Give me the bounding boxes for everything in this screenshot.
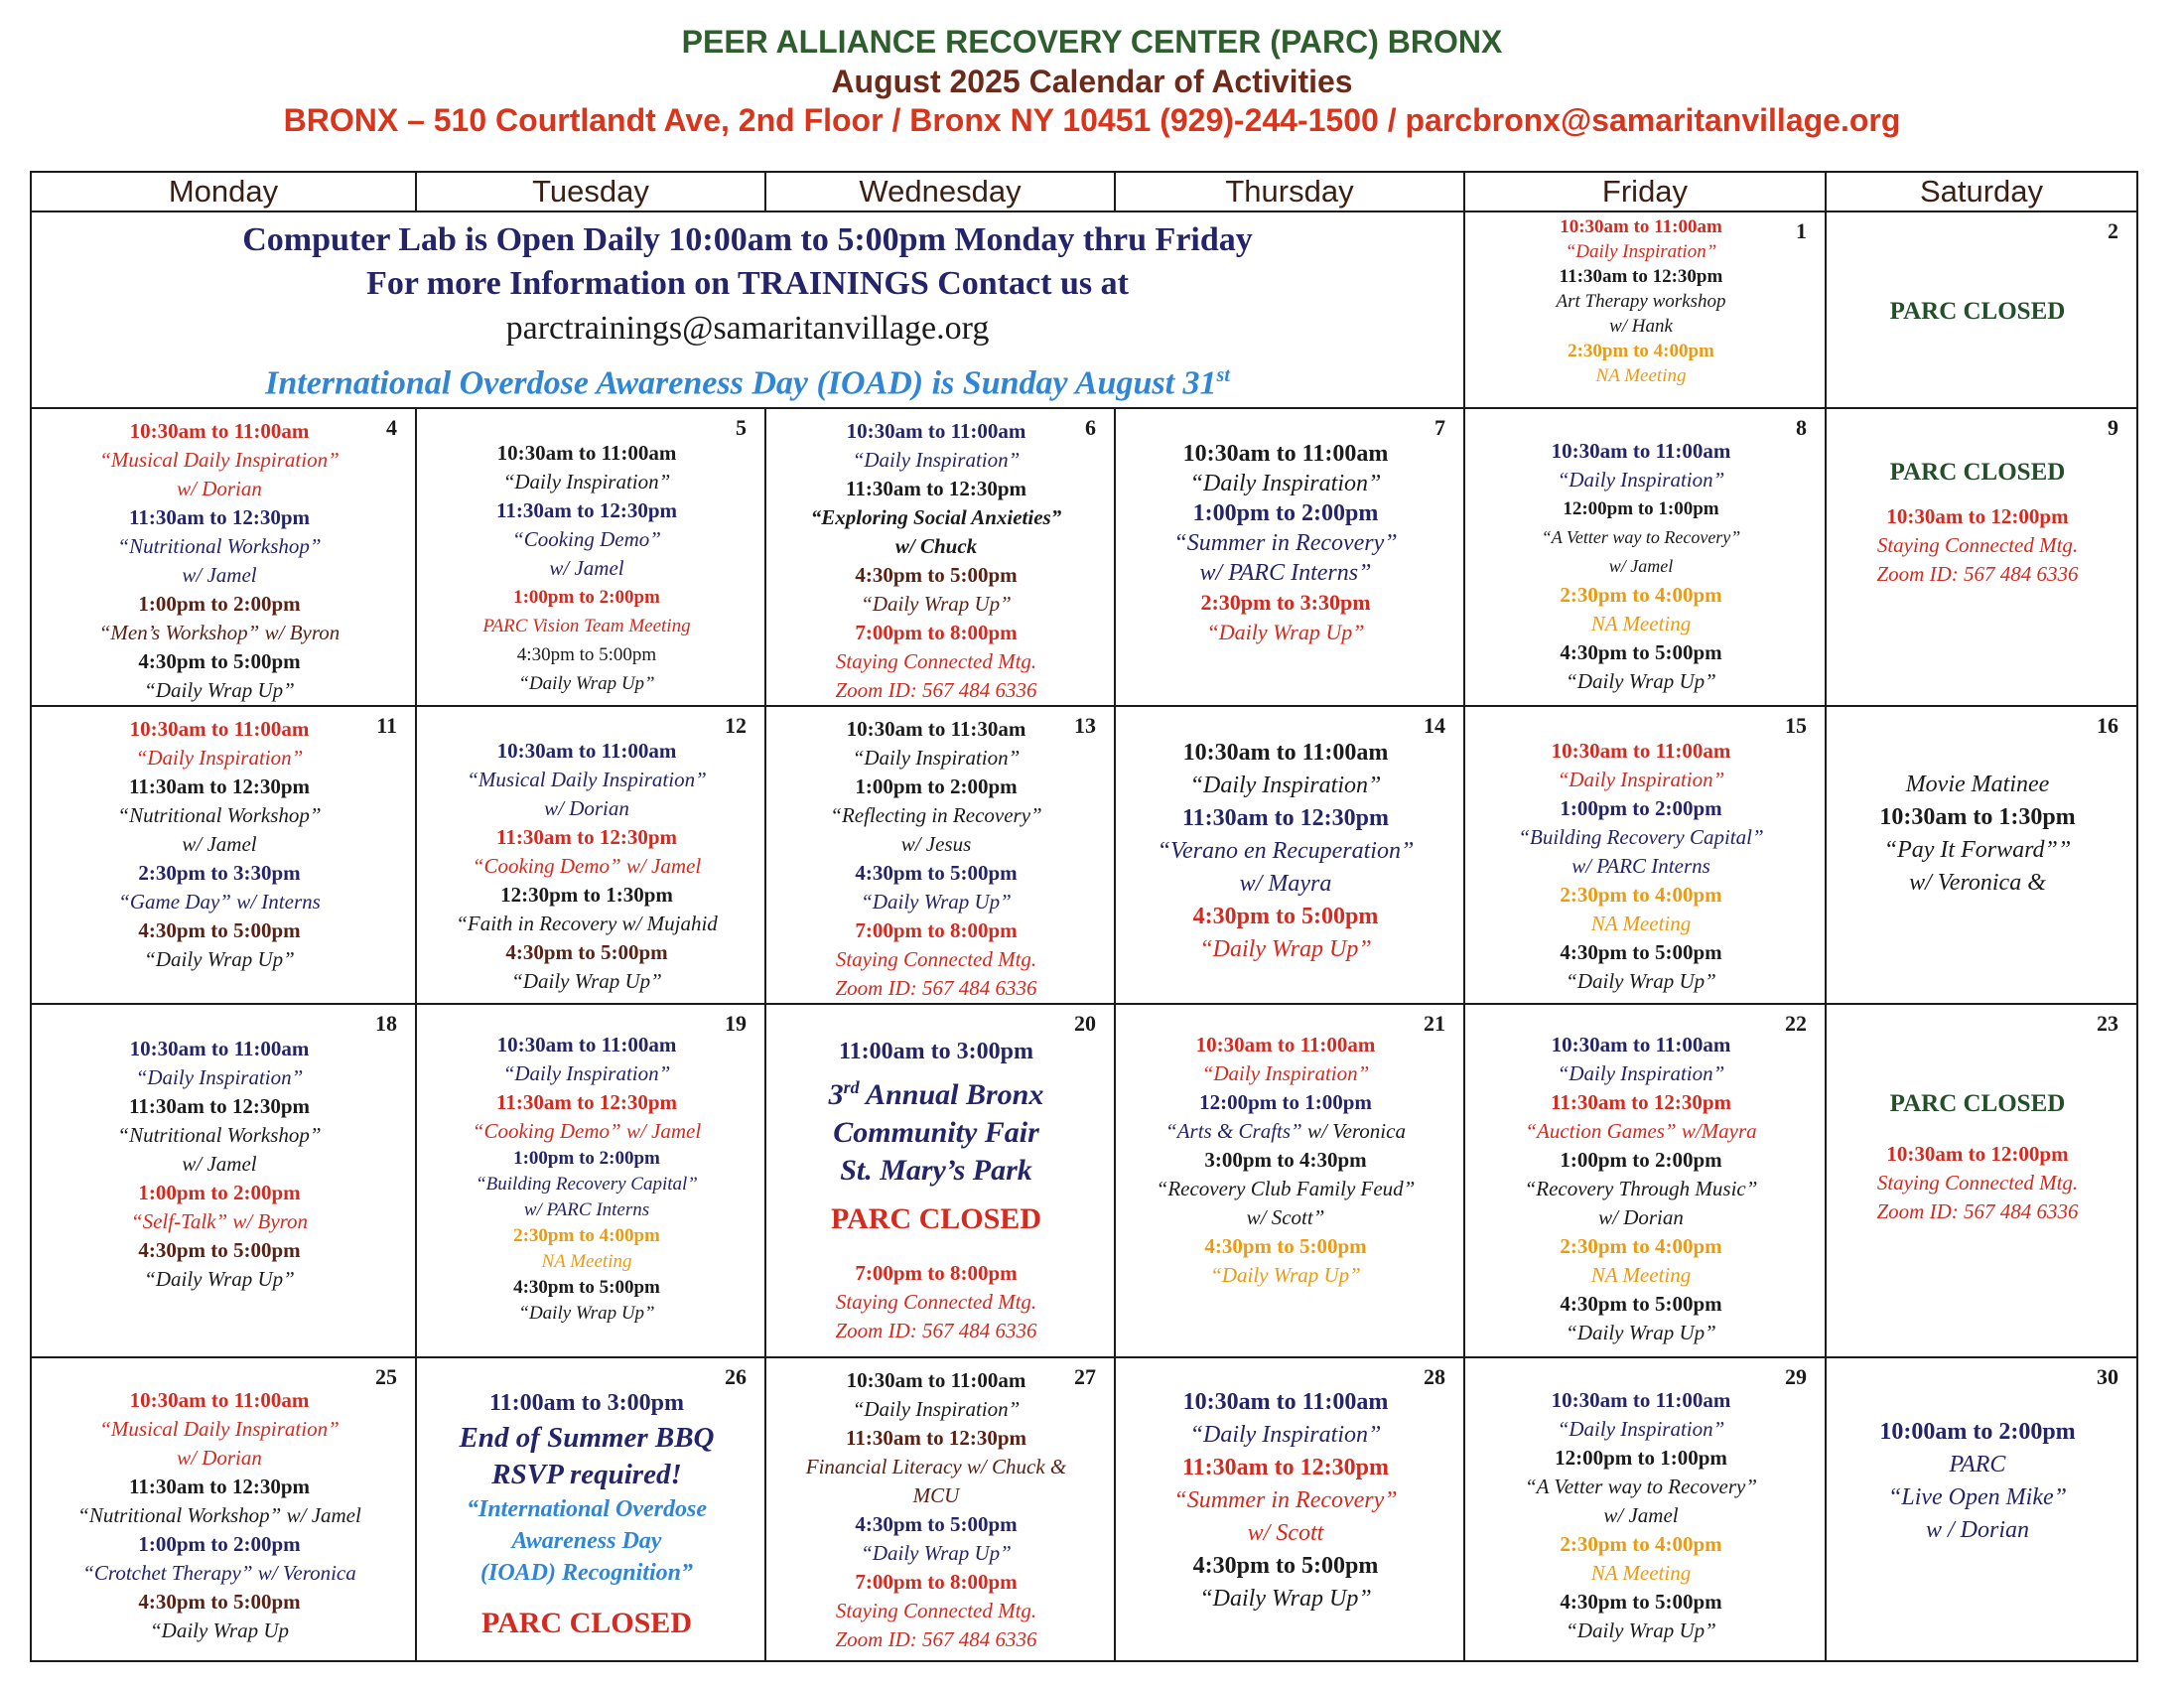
event-time: 1:00pm to 2:00pm — [138, 1181, 301, 1205]
event-title: NA Meeting — [1590, 1263, 1692, 1288]
day-cell-4 — [31, 408, 416, 706]
event-time: 4:30pm to 5:00pm — [1560, 940, 1722, 965]
event-title: Staying Connected Mtg. — [835, 1290, 1037, 1315]
event-title: “Daily Wrap Up” — [1206, 620, 1365, 645]
event-host: w/ Dorian — [177, 1446, 262, 1471]
event-time: 4:30pm to 5:00pm — [138, 649, 301, 674]
day-number: 26 — [725, 1364, 747, 1390]
event-host: w/ PARC Interns — [1571, 854, 1710, 879]
event-time: 10:30am to 11:30am — [846, 717, 1026, 742]
event-time: 4:30pm to 5:00pm — [505, 940, 668, 965]
week-row — [31, 408, 2137, 706]
event-title: “Nutritional Workshop” — [117, 1123, 322, 1148]
event-time: 10:30am to 11:00am — [496, 1033, 677, 1057]
event-host: w/ Dorian — [544, 796, 629, 821]
event-time: 12:30pm to 1:30pm — [500, 883, 673, 908]
event-time: 10:30am to 11:00am — [1182, 1389, 1389, 1416]
event-time: 1:00pm to 2:00pm — [513, 1148, 660, 1170]
event-time: 11:30am to 12:30pm — [1182, 1455, 1389, 1481]
event-host: w/ Jamel — [1603, 1503, 1679, 1528]
day-number: 30 — [2097, 1364, 2118, 1390]
day-number: 6 — [1085, 415, 1096, 441]
event-title: “Auction Games” w/Mayra — [1525, 1119, 1757, 1144]
event-title: “Daily Wrap Up” — [1566, 1321, 1716, 1345]
trainings-email: parctrainings@samaritanvillage.org — [505, 310, 990, 347]
event-title: “Cooking Demo” — [512, 527, 661, 552]
day-cell-27 — [765, 1357, 1115, 1661]
closed-notice: PARC CLOSED — [1889, 459, 2066, 487]
event-title: “Recovery Club Family Feud” — [1156, 1177, 1416, 1201]
event-title: “Daily Wrap Up” — [144, 1267, 295, 1292]
week-row — [31, 1004, 2137, 1357]
event-title: “Daily Wrap Up” — [861, 1541, 1012, 1566]
day-cell-9 — [1826, 408, 2137, 706]
event-title: Financial Literacy w/ Chuck & — [805, 1455, 1067, 1479]
event-title: NA Meeting — [1595, 365, 1687, 386]
event-title: “Daily Wrap Up” — [518, 1303, 655, 1325]
event-title: Awareness Day — [511, 1528, 662, 1555]
event-time: 10:30am to 11:00am — [129, 1037, 310, 1061]
calendar-grid — [30, 171, 2138, 1662]
event-title: “Daily Inspiration” — [502, 470, 671, 494]
event-title: “Daily Wrap Up” — [1199, 936, 1372, 963]
event-host: w/ Jamel — [182, 832, 257, 857]
event-title: “Daily Wrap Up” — [861, 592, 1012, 617]
event-time: 10:30am to 11:00am — [1182, 441, 1389, 468]
day-cell-22 — [1464, 1004, 1826, 1357]
day-number: 16 — [2097, 713, 2118, 739]
day-cell-2 — [1826, 211, 2137, 408]
day-cell-28 — [1115, 1357, 1464, 1661]
event-time: 10:30am to 11:00am — [496, 739, 677, 764]
event-time: 11:30am to 12:30pm — [1559, 266, 1723, 287]
event-time: 2:30pm to 3:30pm — [138, 861, 301, 886]
zoom-id: Zoom ID: 567 484 6336 — [835, 976, 1037, 1001]
event-time: 1:00pm to 2:00pm — [1560, 796, 1722, 821]
event-title: 3rd Annual Bronx — [828, 1077, 1044, 1112]
event-host: w / Dorian — [1925, 1517, 2029, 1544]
event-time: 10:30am to 11:00am — [846, 419, 1026, 444]
day-cell-18 — [31, 1004, 416, 1357]
event-title: “Daily Wrap Up” — [1566, 669, 1716, 694]
day-number: 12 — [725, 713, 747, 739]
zoom-id: Zoom ID: 567 484 6336 — [835, 1319, 1037, 1343]
event-title: Staying Connected Mtg. — [835, 947, 1037, 972]
day-number: 11 — [376, 713, 397, 739]
event-title: “Daily Wrap Up” — [518, 673, 655, 695]
event-time: 12:00pm to 1:00pm — [1555, 1446, 1727, 1471]
zoom-id: Zoom ID: 567 484 6336 — [835, 1627, 1037, 1652]
week-row — [31, 706, 2137, 1004]
event-time: 10:30am to 1:30pm — [1879, 804, 2076, 831]
day-cell-8 — [1464, 408, 1826, 706]
day-cell-6 — [765, 408, 1115, 706]
week-row — [31, 211, 2137, 408]
event-title: (IOAD) Recognition” — [479, 1560, 693, 1587]
event-time: 1:00pm to 2:00pm — [855, 774, 1018, 799]
day-header-wednesday: Wednesday — [765, 172, 1115, 211]
event-time: 11:30am to 12:30pm — [1182, 805, 1389, 832]
event-title: “Daily Inspiration” — [502, 1061, 671, 1086]
event-title: “Daily Wrap Up” — [144, 678, 295, 703]
event-time: 4:30pm to 5:00pm — [855, 861, 1018, 886]
event-time: 10:00am to 2:00pm — [1879, 1419, 2076, 1446]
event-title: Community Fair — [833, 1116, 1039, 1150]
closed-notice: PARC CLOSED — [481, 1607, 692, 1640]
event-host: w/ Jesus — [900, 832, 972, 857]
event-title: “Nutritional Workshop” — [117, 534, 322, 559]
event-title: “Daily Wrap Up” — [861, 890, 1012, 914]
day-cell-12 — [416, 706, 765, 1004]
event-title: “Building Recovery Capital” — [1518, 825, 1764, 850]
event-time: 1:00pm to 2:00pm — [513, 587, 660, 609]
event-host: w/ Mayra — [1239, 871, 1332, 898]
event-title: “Daily Inspiration” — [1557, 1061, 1725, 1086]
day-cell-29 — [1464, 1357, 1826, 1661]
event-title: “A Vetter way to Recovery” — [1541, 527, 1741, 548]
event-host: w/ Chuck — [894, 534, 978, 559]
event-host: w/ Jamel — [1608, 556, 1674, 577]
event-title: “Daily Wrap Up” — [511, 969, 662, 994]
day-number: 20 — [1074, 1011, 1096, 1037]
day-cell-14 — [1115, 706, 1464, 1004]
event-title: Staying Connected Mtg. — [1876, 1171, 2079, 1196]
event-title: “Arts & Crafts” w/ Veronica — [1165, 1119, 1406, 1144]
day-header-saturday: Saturday — [1826, 172, 2137, 211]
event-time: 10:30am to 11:00am — [1195, 1033, 1376, 1057]
center-title: PEER ALLIANCE RECOVERY CENTER (PARC) BRONX — [681, 24, 1503, 60]
day-cell-26 — [416, 1357, 765, 1661]
trainings-notice: For more Information on TRAININGS Contact us at — [366, 265, 1129, 302]
event-title: “Game Day” w/ Interns — [118, 890, 321, 914]
event-time: 1:00pm to 2:00pm — [138, 1532, 301, 1557]
event-time: 4:30pm to 5:00pm — [855, 563, 1018, 588]
event-title: “Cooking Demo” w/ Jamel — [472, 1119, 702, 1144]
ioad-notice: International Overdose Awareness Day (IOAD) is Sunday August 31st — [265, 364, 1230, 402]
computer-lab-notice: Computer Lab is Open Daily 10:00am to 5:00pm Monday thru Friday — [242, 221, 1253, 258]
event-title: End of Summer BBQ — [459, 1422, 715, 1455]
event-note: RSVP required! — [491, 1459, 682, 1491]
event-title: “Daily Inspiration” — [1201, 1061, 1370, 1086]
event-time: 10:30am to 12:00pm — [1886, 504, 2069, 529]
event-title: “Building Recovery Capital” — [476, 1174, 698, 1196]
event-time: 11:00am to 3:00pm — [839, 1039, 1033, 1065]
closed-notice: PARC CLOSED — [1889, 1090, 2066, 1118]
event-time: 7:00pm to 8:00pm — [855, 1570, 1018, 1595]
event-time: 4:30pm to 5:00pm — [1192, 1553, 1379, 1580]
event-time: 1:00pm to 2:00pm — [138, 592, 301, 617]
day-number: 29 — [1785, 1364, 1807, 1390]
event-host: w/ Scott — [1247, 1520, 1324, 1547]
event-time: 11:30am to 12:30pm — [129, 1475, 310, 1499]
event-time: 2:30pm to 3:30pm — [1200, 590, 1371, 616]
event-title: “A Vetter way to Recovery” — [1524, 1475, 1758, 1499]
event-title: “Self-Talk” w/ Byron — [130, 1209, 309, 1234]
day-cell-7 — [1115, 408, 1464, 706]
event-host: w/ Dorian — [177, 477, 262, 501]
event-time: 10:30am to 11:00am — [1551, 1388, 1731, 1413]
event-title: “Daily Inspiration” — [1565, 241, 1717, 262]
event-time: 4:30pm to 5:00pm — [1560, 1590, 1722, 1615]
event-time: 10:30am to 11:00am — [1551, 439, 1731, 464]
day-number: 28 — [1424, 1364, 1445, 1390]
event-host: w/ PARC Interns” — [1199, 560, 1372, 587]
event-title: “Verano en Recuperation” — [1157, 838, 1415, 865]
event-time: 10:30am to 11:00am — [1551, 1033, 1731, 1057]
event-time: 4:30pm to 5:00pm — [1560, 1292, 1722, 1317]
event-time: 4:30pm to 5:00pm — [516, 644, 657, 666]
day-number: 2 — [2108, 218, 2118, 243]
event-time: 11:30am to 12:30pm — [496, 1090, 677, 1115]
zoom-id: Zoom ID: 567 484 6336 — [1876, 1199, 2079, 1224]
day-cell-5 — [416, 408, 765, 706]
event-time: 2:30pm to 4:00pm — [1560, 1234, 1722, 1259]
event-time: 11:30am to 12:30pm — [129, 1094, 310, 1119]
event-title: Staying Connected Mtg. — [835, 1599, 1037, 1623]
event-title: Staying Connected Mtg. — [1876, 533, 2079, 558]
event-time: 11:30am to 12:30pm — [496, 498, 677, 523]
event-title: “Daily Inspiration” — [1557, 468, 1725, 492]
day-number: 1 — [1796, 218, 1807, 243]
day-header-monday: Monday — [31, 172, 416, 211]
event-title: “Daily Inspiration” — [1557, 768, 1725, 792]
day-number: 25 — [375, 1364, 397, 1390]
event-title: PARC — [1949, 1452, 2006, 1478]
day-number: 19 — [725, 1011, 747, 1037]
day-cell-1 — [1464, 211, 1826, 408]
event-title: “Summer in Recovery” — [1173, 530, 1398, 557]
day-cell-20 — [765, 1004, 1115, 1357]
event-title: “Daily Inspiration” — [135, 1065, 304, 1090]
event-title: “Nutritional Workshop” — [117, 803, 322, 828]
event-time: 11:30am to 12:30pm — [496, 825, 677, 850]
event-title: Staying Connected Mtg. — [835, 649, 1037, 674]
event-title: “Daily Inspiration” — [1189, 1422, 1382, 1449]
event-time: 11:30am to 12:30pm — [1551, 1090, 1731, 1115]
event-title: “Daily Wrap Up” — [1210, 1263, 1361, 1288]
event-time: 2:30pm to 4:00pm — [1560, 883, 1722, 908]
event-title: “International Overdose — [466, 1496, 707, 1523]
event-time: 10:30am to 11:00am — [846, 1368, 1026, 1393]
event-title: “Nutritional Workshop” w/ Jamel — [77, 1503, 361, 1528]
event-time: 4:30pm to 5:00pm — [513, 1277, 660, 1299]
info-banner — [31, 211, 1464, 408]
event-time: 1:00pm to 2:00pm — [1560, 1148, 1722, 1173]
event-time: 4:30pm to 5:00pm — [1204, 1234, 1367, 1259]
day-header-thursday: Thursday — [1115, 172, 1464, 211]
event-time: 11:30am to 12:30pm — [129, 774, 310, 799]
event-time: 10:30am to 11:00am — [1551, 739, 1731, 764]
event-title: “Daily Wrap Up” — [1199, 1586, 1372, 1613]
event-time: 11:00am to 3:00pm — [489, 1390, 684, 1417]
event-time: 12:00pm to 1:00pm — [1199, 1090, 1372, 1115]
closed-notice: PARC CLOSED — [831, 1202, 1041, 1236]
event-time: 2:30pm to 4:00pm — [1560, 583, 1722, 608]
event-time: 10:30am to 11:00am — [129, 1388, 310, 1413]
calendar-title: August 2025 Calendar of Activities — [831, 64, 1353, 99]
day-number: 7 — [1434, 415, 1445, 441]
event-title: “Crotchet Therapy” w/ Veronica — [82, 1561, 356, 1586]
event-host: w/ Dorian — [1598, 1205, 1684, 1230]
event-host: MCU — [912, 1483, 960, 1508]
event-title: NA Meeting — [1590, 1561, 1692, 1586]
day-number: 22 — [1785, 1011, 1807, 1037]
event-title: “Daily Wrap Up — [149, 1618, 289, 1643]
event-title: NA Meeting — [1590, 612, 1692, 636]
closed-notice: PARC CLOSED — [1889, 298, 2066, 325]
day-cell-19 — [416, 1004, 765, 1357]
event-host: w/ Scott” — [1246, 1205, 1325, 1230]
event-time: 4:30pm to 5:00pm — [138, 918, 301, 943]
event-title: “Live Open Mike” — [1888, 1484, 2067, 1511]
day-cell-21 — [1115, 1004, 1464, 1357]
event-time: 11:30am to 12:30pm — [846, 477, 1026, 501]
event-title: “Daily Wrap Up” — [144, 947, 295, 972]
event-title: “Musical Daily Inspiration” — [99, 448, 340, 473]
event-title: “Daily Inspiration” — [1557, 1417, 1725, 1442]
event-time: 12:00pm to 1:00pm — [1563, 498, 1719, 520]
event-title: “Daily Inspiration” — [852, 1397, 1021, 1422]
event-time: 1:00pm to 2:00pm — [1192, 500, 1379, 527]
day-header-tuesday: Tuesday — [416, 172, 765, 211]
event-time: 10:30am to 11:00am — [1182, 740, 1389, 767]
event-title: “Cooking Demo” w/ Jamel — [472, 854, 702, 879]
event-title: “Daily Inspiration” — [1189, 773, 1382, 799]
event-title: “Men’s Workshop” w/ Byron — [98, 621, 341, 645]
event-time: 10:30am to 12:00pm — [1886, 1142, 2069, 1167]
event-time: 2:30pm to 4:00pm — [1560, 1532, 1722, 1557]
day-cell-16 — [1826, 706, 2137, 1004]
day-cell-15 — [1464, 706, 1826, 1004]
day-number: 8 — [1796, 415, 1807, 441]
day-number: 14 — [1424, 713, 1445, 739]
event-title: “Daily Wrap Up” — [1566, 1618, 1716, 1643]
event-title: “Musical Daily Inspiration” — [99, 1417, 340, 1442]
event-location: St. Mary’s Park — [840, 1154, 1032, 1188]
event-time: 11:30am to 12:30pm — [129, 505, 310, 530]
event-time: 7:00pm to 8:00pm — [855, 918, 1018, 943]
event-time: 2:30pm to 4:00pm — [1568, 341, 1714, 361]
event-time: 10:30am to 11:00am — [129, 717, 310, 742]
event-title: “Daily Inspiration” — [852, 448, 1021, 473]
event-title: “Reflecting in Recovery” — [830, 803, 1042, 828]
event-title: “Faith in Recovery w/ Mujahid — [456, 912, 718, 936]
event-title: “Recovery Through Music” — [1524, 1177, 1758, 1201]
event-title: “Daily Inspiration” — [852, 746, 1021, 771]
event-title: “Daily Inspiration” — [1189, 471, 1382, 497]
event-title: “Musical Daily Inspiration” — [467, 768, 707, 792]
day-cell-23 — [1826, 1004, 2137, 1357]
event-host: w/ Jamel — [549, 556, 624, 581]
day-cell-11 — [31, 706, 416, 1004]
event-host: w/ PARC Interns — [523, 1199, 650, 1221]
day-number: 21 — [1424, 1011, 1445, 1037]
day-number: 13 — [1074, 713, 1096, 739]
event-title: “Daily Wrap Up” — [1566, 969, 1716, 994]
event-time: 10:30am to 11:00am — [129, 419, 310, 444]
address-line: BRONX – 510 Courtlandt Ave, 2nd Floor / Bronx NY 10451 (929)-244-1500 / parcbronx@samaritanvillage.org — [283, 102, 1901, 138]
event-title: “Daily Inspiration” — [135, 746, 304, 771]
event-time: 4:30pm to 5:00pm — [855, 1512, 1018, 1537]
event-time: 7:00pm to 8:00pm — [855, 1261, 1018, 1286]
day-cell-30 — [1826, 1357, 2137, 1661]
day-cell-25 — [31, 1357, 416, 1661]
event-title: NA Meeting — [541, 1251, 632, 1273]
weekday-header-row — [31, 172, 2137, 211]
event-time: 7:00pm to 8:00pm — [855, 621, 1018, 645]
day-number: 15 — [1785, 713, 1807, 739]
event-host: w/ Jamel — [182, 563, 257, 588]
day-number: 5 — [736, 415, 747, 441]
event-time: 2:30pm to 4:00pm — [513, 1225, 660, 1247]
event-title: “Pay It Forward”” — [1883, 837, 2072, 864]
day-number: 9 — [2108, 415, 2118, 441]
event-title: Art Therapy workshop — [1556, 291, 1726, 312]
event-time: 10:30am to 11:00am — [496, 441, 677, 466]
event-time: 4:30pm to 5:00pm — [1560, 640, 1722, 665]
day-header-friday: Friday — [1464, 172, 1826, 211]
event-time: 4:30pm to 5:00pm — [1192, 904, 1379, 930]
event-title: PARC Vision Team Meeting — [482, 616, 691, 637]
event-title: Movie Matinee — [1905, 772, 2050, 798]
day-number: 18 — [375, 1011, 397, 1037]
event-time: 4:30pm to 5:00pm — [138, 1238, 301, 1263]
event-title: “Exploring Social Anxieties” — [810, 505, 1062, 530]
day-cell-13 — [765, 706, 1115, 1004]
zoom-id: Zoom ID: 567 484 6336 — [1876, 562, 2079, 587]
event-time: 10:30am to 11:00am — [1560, 216, 1722, 237]
day-number: 27 — [1074, 1364, 1096, 1390]
event-title: NA Meeting — [1590, 912, 1692, 936]
event-host: w/ Hank — [1609, 316, 1673, 337]
zoom-id: Zoom ID: 567 484 6336 — [835, 678, 1037, 703]
week-row — [31, 1357, 2137, 1661]
event-time: 4:30pm to 5:00pm — [138, 1590, 301, 1615]
day-number: 4 — [386, 415, 397, 441]
event-time: 3:00pm to 4:30pm — [1204, 1148, 1367, 1173]
day-number: 23 — [2097, 1011, 2118, 1037]
event-title: “Summer in Recovery” — [1173, 1487, 1398, 1514]
event-host: w/ Veronica & — [1909, 870, 2046, 897]
event-time: 11:30am to 12:30pm — [846, 1426, 1026, 1451]
event-host: w/ Jamel — [182, 1152, 257, 1177]
